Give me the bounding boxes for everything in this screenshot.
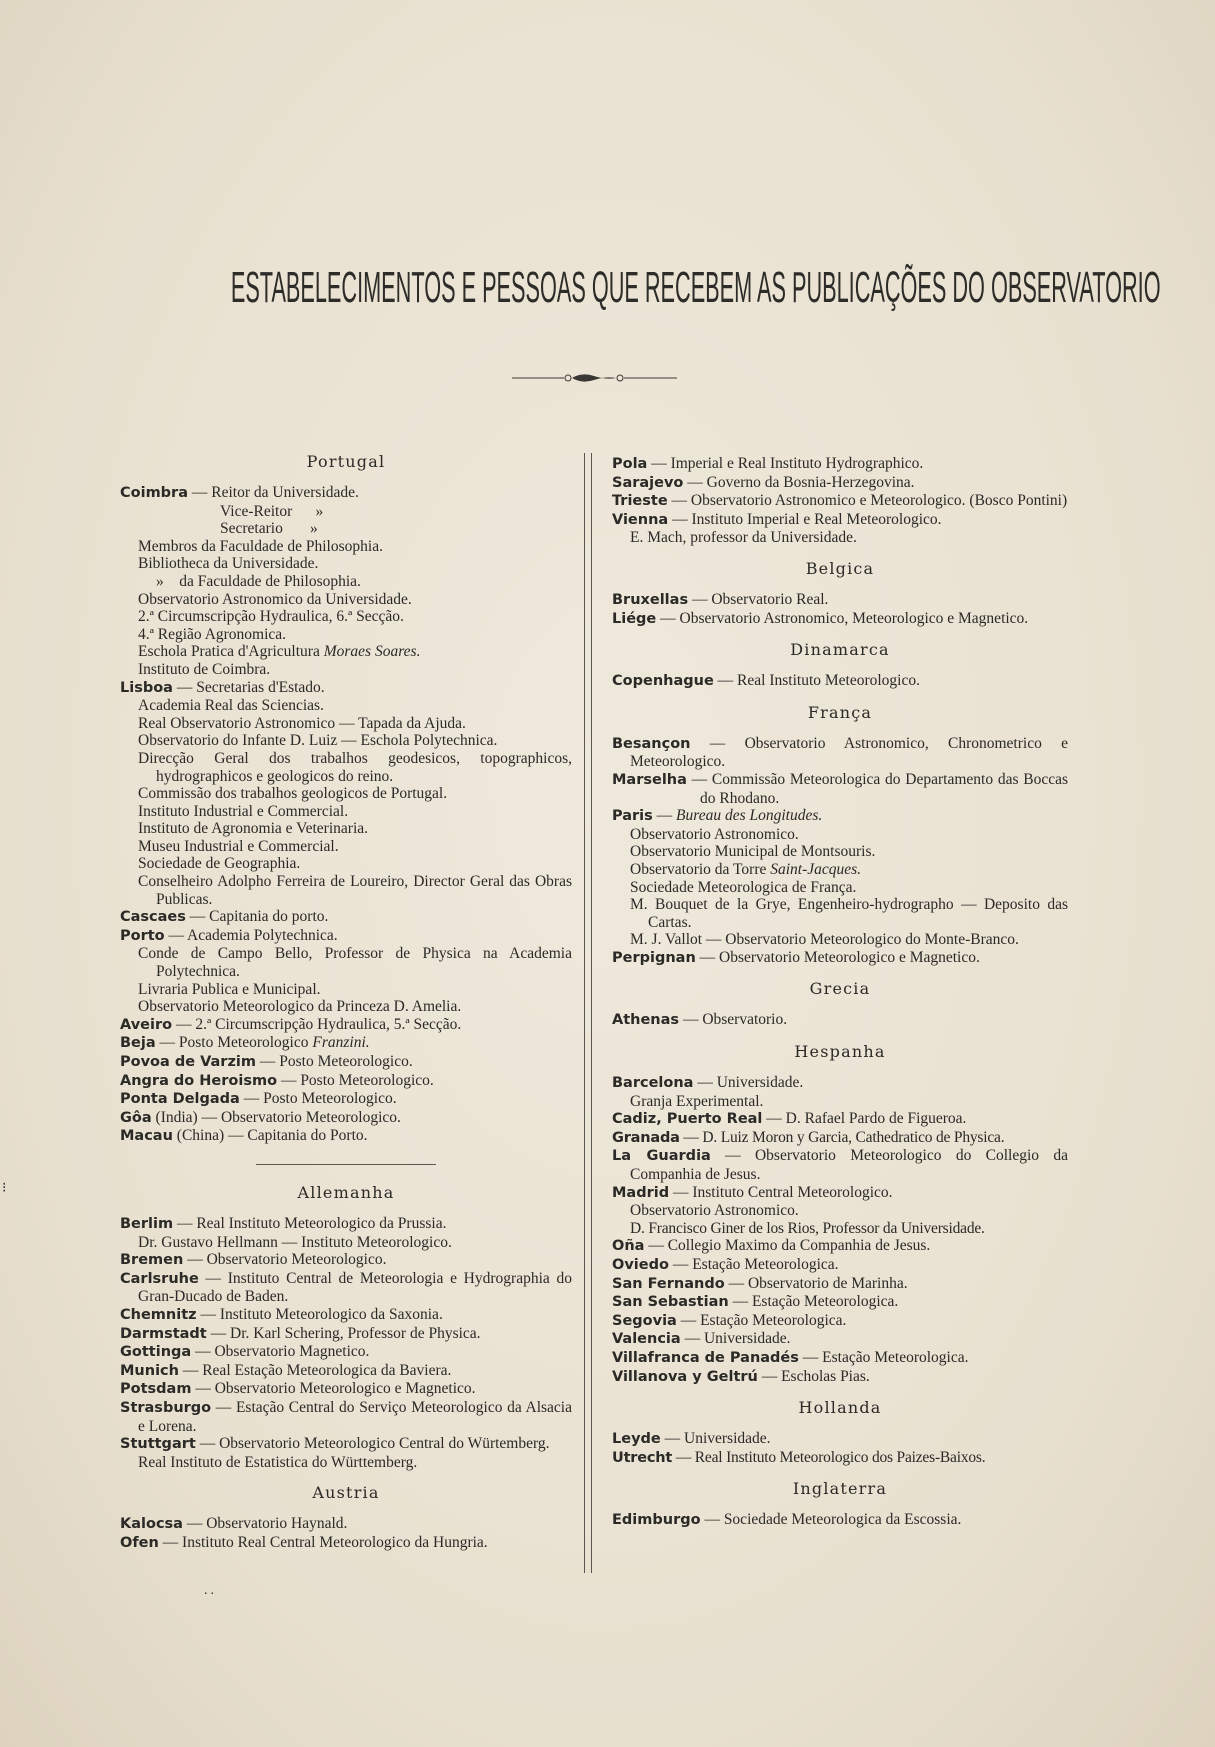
section-heading-allemanha: Allemanha [297,1182,395,1202]
entry-villafranca: Villafranca de Panadés — Estação Meteorologica. [612,1348,969,1366]
entry-chemnitz: Chemnitz — Instituto Meteorologico da Saxonia. [120,1305,443,1323]
section-heading-hollanda: Hollanda [798,1398,882,1418]
entry-madrid: Madrid — Instituto Central Meteorologico. [612,1183,893,1201]
entry-line: Commissão dos trabalhos geologicos de Portugal. [138,785,448,803]
entry-line: E. Mach, professor da Universidade. [630,529,857,547]
entry-sarajevo: Sarajevo — Governo da Bosnia-Herzegovina. [612,473,915,491]
entry-porto: Porto — Academia Polytechnica. [120,926,338,944]
entry-line: Conselheiro Adolpho Ferreira de Loureiro, Director Geral das Obras Publicas. [138,873,572,908]
entry-munich: Munich — Real Estação Meteorologica da Baviera. [120,1361,452,1379]
entry-line: Observatorio Meteorologico da Princeza D. Amelia. [138,998,462,1016]
entry-line: Instituto Industrial e Commercial. [138,802,349,820]
entry-liege: Liége — Observatorio Astronomico, Meteorologico e Magnetico. [612,609,1029,627]
entry-copenhague: Copenhague — Real Instituto Meteorologico. [612,672,920,690]
edge-mark: ⁝ [2,1181,7,1196]
entry-besancon: Besançon — Observatorio Astronomico, Chronometrico e Meteorologico. [612,734,1068,771]
entry-line: Museu Industrial e Commercial. [138,837,339,855]
section-heading-hespanha: Hespanha [794,1042,886,1062]
entry-line: Dr. Gustavo Hellmann — Instituto Meteorologico. [138,1233,452,1251]
entry-line: Vice-Reitor » [220,502,324,520]
entry-cadiz: Cadiz, Puerto Real — D. Rafael Pardo de Figueroa. [612,1110,967,1128]
entry-line: Real Instituto de Estatistica do Württemberg. [138,1453,418,1471]
entry-line: Instituto de Coimbra. [138,660,271,678]
entry-line: Sociedade Meteorologica de França. [630,878,857,896]
entry-line: Observatorio do Infante D. Luiz — Eschola Polytechnica. [138,732,498,750]
entry-athenas: Athenas — Observatorio. [612,1011,788,1029]
entry-trieste: Trieste — Observatorio Astronomico e Meteorologico. (Bosco Pontini) [612,492,1068,510]
footer-mark: .. [204,1583,217,1598]
entry-barcelona: Barcelona — Universidade. [612,1074,804,1092]
entry-kalocsa: Kalocsa — Observatorio Haynald. [120,1515,348,1533]
entry-cascaes: Cascaes — Capitania do porto. [120,908,329,926]
entry-line: Observatorio Astronomico. [630,825,799,843]
entry-goa: Gôa (India) — Observatorio Meteorologico. [120,1108,401,1126]
entry-line: Observatorio da Torre Saint-Jacques. [630,860,862,878]
entry-aveiro: Aveiro — 2.ª Circumscripção Hydraulica, 5.ª Secção. [120,1015,462,1033]
entry-line: Direcção Geral dos trabalhos geodesicos, topographicos, hydrographicos e geologicos do reino. [138,749,572,785]
entry-line: » da Faculdade de Philosophia. [156,572,361,590]
entry-coimbra: Coimbra — Reitor da Universidade. [120,484,359,501]
section-heading-dinamarca: Dinamarca [790,640,890,660]
entry-ona: Oña — Collegio Maximo da Companhia de Jesus. [612,1237,931,1255]
entry-vienna: Vienna — Instituto Imperial e Real Meteorologico. [612,510,942,528]
entry-san-fernando: San Fernando — Observatorio de Marinha. [612,1274,908,1292]
entry-leyde: Leyde — Universidade. [612,1430,771,1448]
section-separator [256,1164,436,1165]
entry-bruxellas: Bruxellas — Observatorio Real. [612,590,829,608]
entry-carlsruhe: Carlsruhe — Instituto Central de Meteorologia e Hydrographia do Gran-Ducado de Baden. [120,1269,572,1306]
entry-line: Instituto de Agronomia e Veterinaria. [138,820,369,838]
entry-perpignan: Perpignan — Observatorio Meteorologico e Magnetico. [612,948,980,966]
section-heading-austria: Austria [312,1483,380,1503]
entry-la-guardia: La Guardia — Observatorio Meteorologico do Collegio da Companhia de Jesus. [612,1147,1068,1184]
entry-line: Conde de Campo Bello, Professor de Physica na Academia Polytechnica. [138,945,572,981]
right-column [612,455,1068,1530]
entry-marselha: Marselha — Commissão Meteorologica do Departamento das Boccas do Rhodano. [612,770,1068,807]
entry-line: Bibliotheca da Universidade. [138,555,319,573]
entry-macau: Macau (China) — Capitania do Porto. [120,1127,368,1145]
left-column [120,452,572,1552]
entry-oviedo: Oviedo — Estação Meteorologica. [612,1256,839,1273]
entry-line: Membros da Faculdade de Philosophia. [138,537,383,555]
section-heading-inglaterra: Inglaterra [792,1479,888,1499]
entry-darmstadt: Darmstadt — Dr. Karl Schering, Professor de Physica. [120,1324,481,1342]
entry-line: Observatorio Astronomico da Universidade. [138,590,412,608]
entry-line: M. Bouquet de la Grye, Engenheiro-hydrographo — Deposito das Cartas. [630,896,1068,931]
entry-ponta-delgada: Ponta Delgada — Posto Meteorologico. [120,1090,397,1108]
section-heading-franca: França [807,702,873,722]
entry-berlim: Berlim — Real Instituto Meteorologico da Prussia. [120,1214,447,1232]
entry-edimburgo: Edimburgo — Sociedade Meteorologica da Escossia. [612,1511,962,1529]
entry-line: Eschola Pratica d'Agricultura Moraes Soares. [138,643,421,661]
entry-gottinga: Gottinga — Observatorio Magnetico. [120,1343,370,1361]
section-heading-grecia: Grecia [809,979,871,999]
title-ornament [512,370,677,386]
entry-pola: Pola — Imperial e Real Instituto Hydrographico. [612,455,924,472]
page-title: ESTABELECIMENTOS E PESSOAS QUE RECEBEM AS PUBLICAÇÕES DO OBSERVATORIO [230,263,1161,312]
section-heading-portugal: Portugal [306,452,386,471]
entry-line: D. Francisco Giner de los Rios, Professor da Universidade. [630,1219,985,1237]
entry-line: Observatorio Astronomico. [630,1202,799,1220]
entry-angra: Angra do Heroismo — Posto Meteorologico. [120,1071,434,1089]
entry-line: Academia Real das Sciencias. [138,697,324,715]
entry-lisboa: Lisboa — Secretarias d'Estado. [120,678,325,696]
entry-povoa: Povoa de Varzim — Posto Meteorologico. [120,1053,413,1070]
entry-line: Secretario » [220,520,318,538]
entry-potsdam: Potsdam — Observatorio Meteorologico e Magnetico. [120,1380,476,1398]
entry-line: Sociedade de Geographia. [138,855,301,873]
entry-segovia: Segovia — Estação Meteorologica. [612,1311,847,1329]
entry-ofen: Ofen — Instituto Real Central Meteorologico da Hungria. [120,1533,488,1551]
entry-line: Livraria Publica e Municipal. [138,980,321,998]
entry-san-sebastian: San Sebastian — Estação Meteorologica. [612,1293,899,1311]
entry-line: 2.ª Circumscripção Hydraulica, 6.ª Secção. [138,608,404,626]
entry-utrecht: Utrecht — Real Instituto Meteorologico dos Paizes-Baixos. [612,1448,986,1466]
entry-strasburgo: Strasburgo — Estação Central do Serviço Meteorologico da Alsacia e Lorena. [120,1398,572,1435]
entry-line: 4.ª Região Agronomica. [138,625,287,643]
entry-granada: Granada — D. Luiz Moron y Garcia, Cathedratico de Physica. [612,1128,1005,1146]
entry-line: Real Observatorio Astronomico — Tapada da Ajuda. [138,714,466,732]
column-divider [584,453,592,1573]
entry-bremen: Bremen — Observatorio Meteorologico. [120,1251,387,1269]
entry-valencia: Valencia — Universidade. [612,1330,791,1348]
section-heading-belgica: Belgica [805,558,875,578]
entry-stuttgart: Stuttgart — Observatorio Meteorologico Central do Würtemberg. [120,1435,550,1453]
entry-line: Granja Experimental. [630,1092,764,1110]
entry-paris: Paris — Bureau des Longitudes. [612,807,823,825]
entry-line: Observatorio Municipal de Montsouris. [630,843,876,861]
entry-line: M. J. Vallot — Observatorio Meteorologico do Monte-Branco. [630,931,1019,949]
entry-villanova: Villanova y Geltrú — Escholas Pias. [612,1367,870,1385]
entry-beja: Beja — Posto Meteorologico Franzini. [120,1034,370,1052]
